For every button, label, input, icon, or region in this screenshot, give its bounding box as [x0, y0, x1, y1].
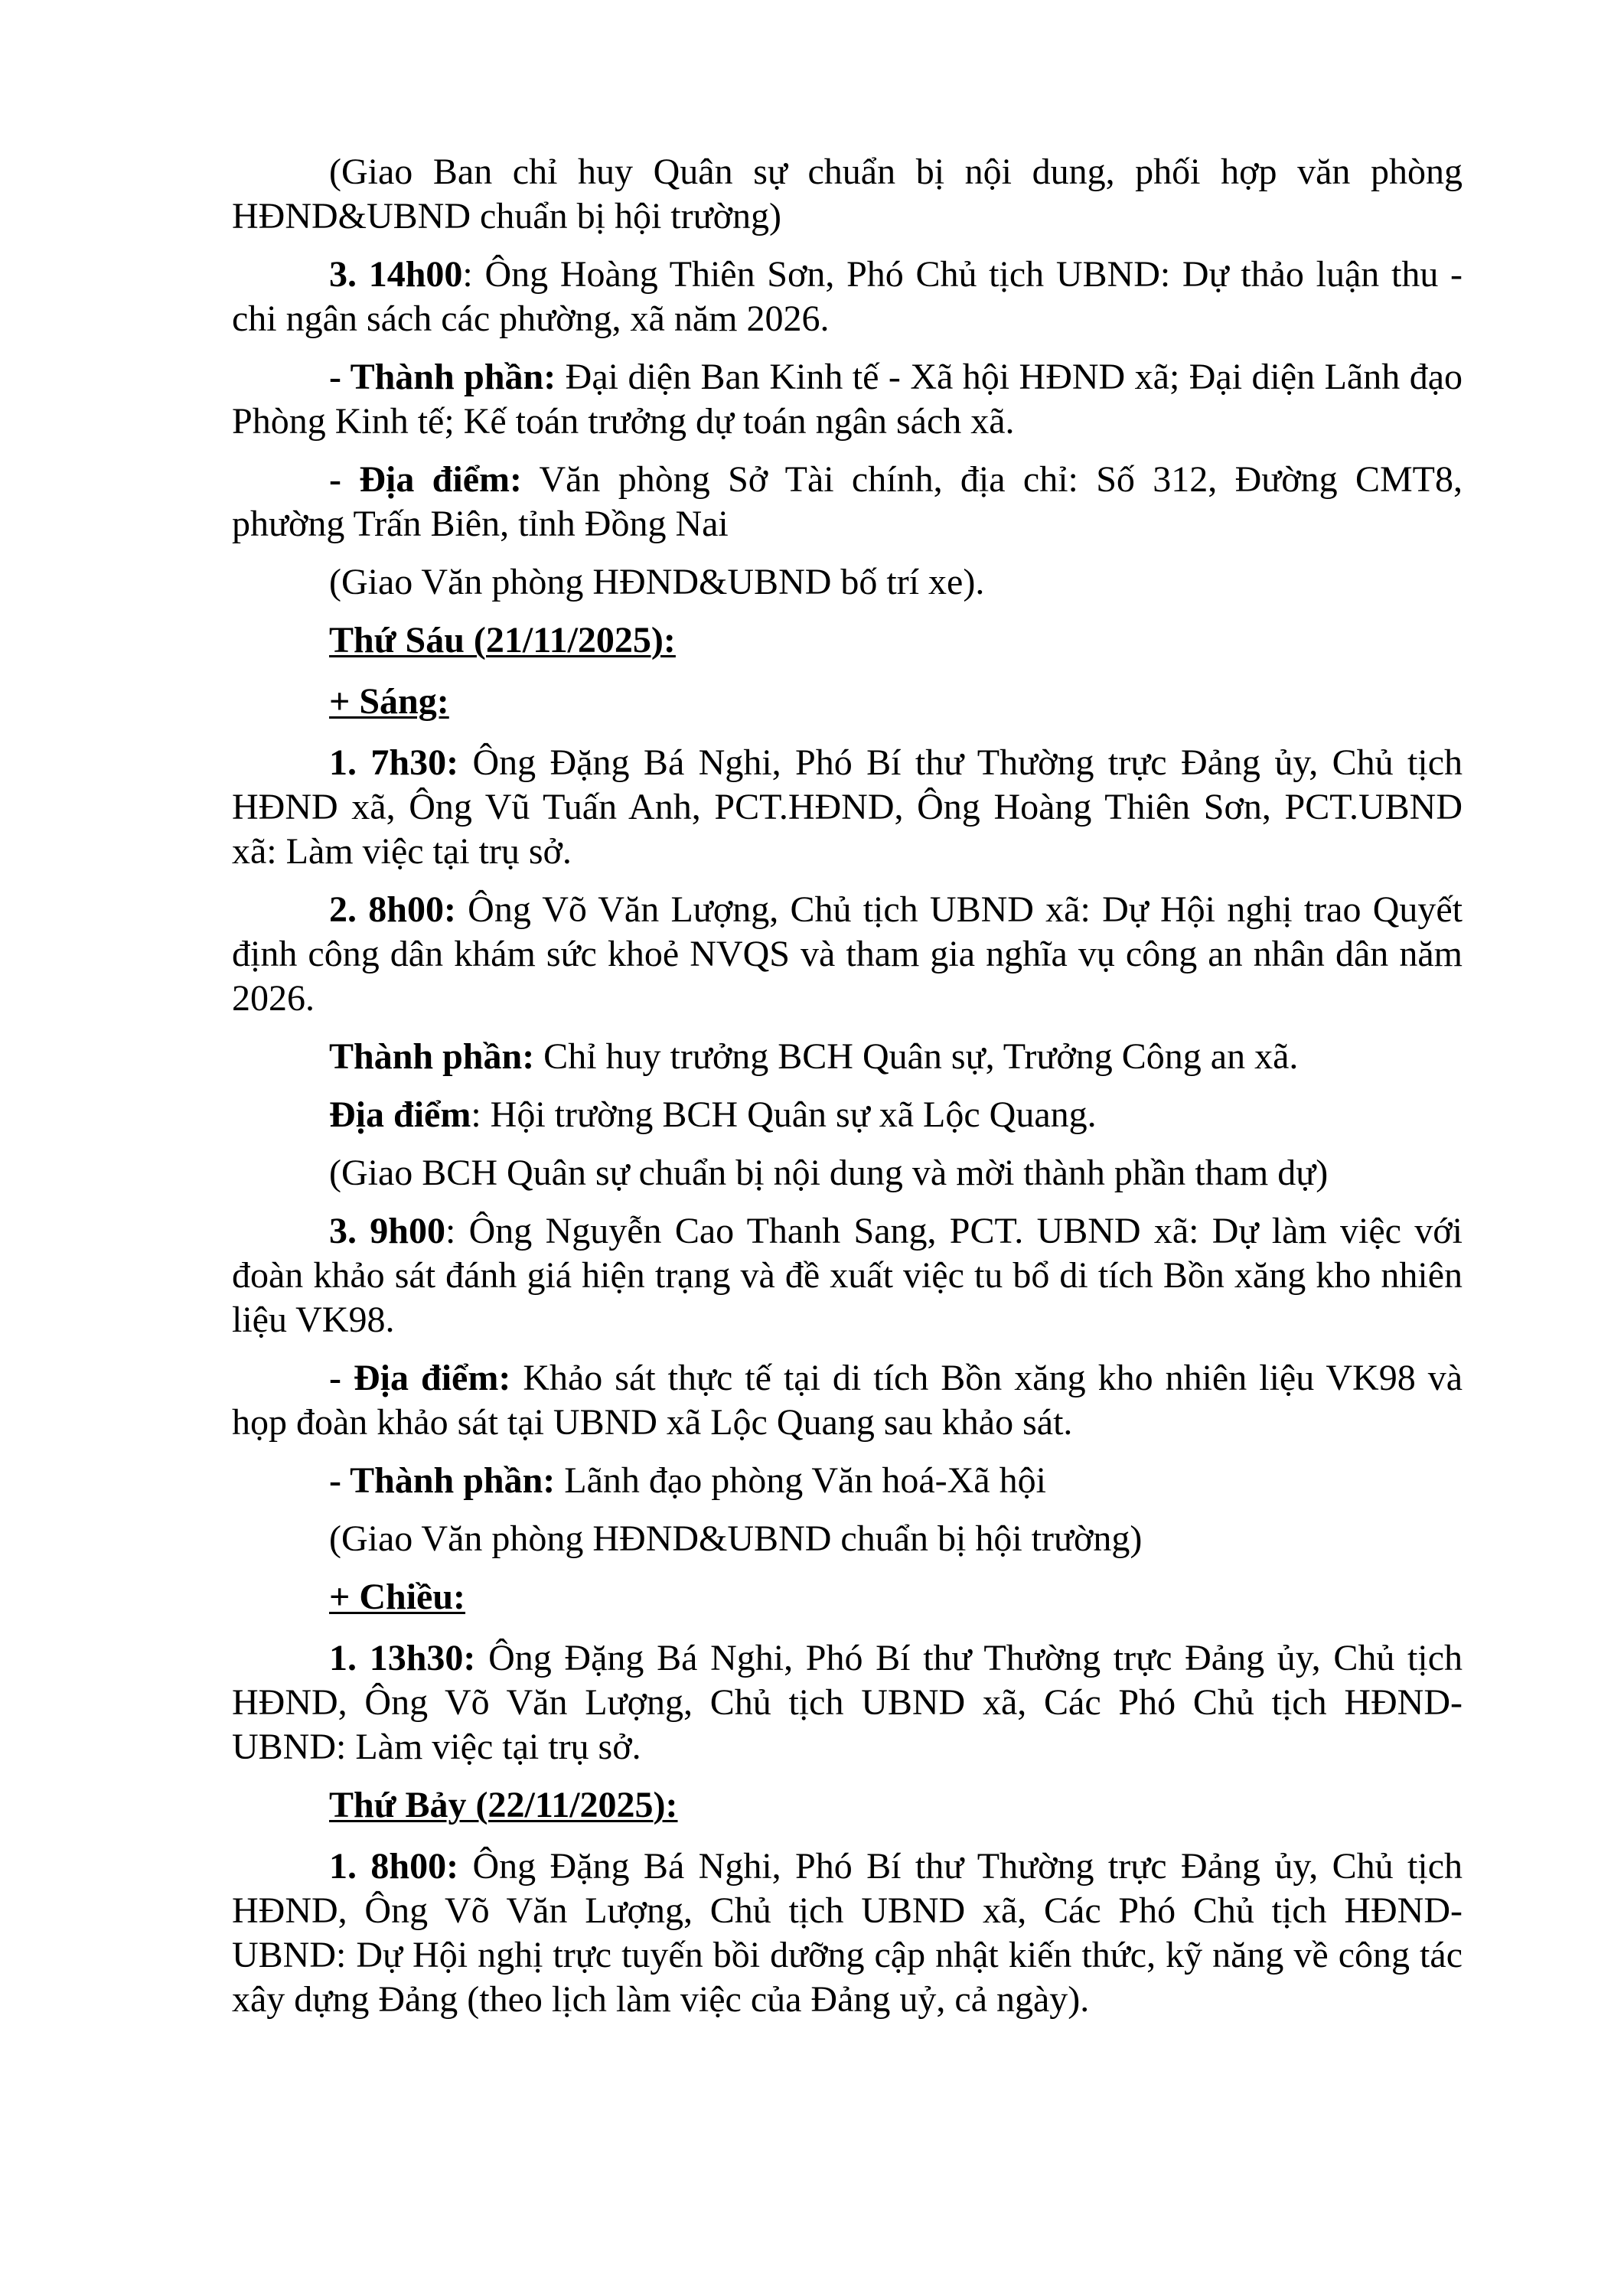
agenda-item-1330: 1. 13h30: Ông Đặng Bá Nghi, Phó Bí thư Thường trực Đảng ủy, Chủ tịch HĐND, Ông Võ Văn Lượng, Chủ tịch UBND xã, Các Phó Chủ tịch HĐND-UBND: Làm việc tại trụ sở.: [232, 1638, 1463, 1767]
participants-label: - Thành phần:: [329, 1460, 556, 1501]
item-time-label: 1. 8h00:: [329, 1846, 459, 1887]
participants-label: Thành phần:: [329, 1036, 535, 1077]
agenda-item-1400: 3. 14h00: Ông Hoàng Thiên Sơn, Phó Chủ tịch UBND: Dự thảo luận thu - chi ngân sách các phường, xã năm 2026.: [232, 254, 1463, 339]
location-line: Địa điểm: Hội trường BCH Quân sự xã Lộc Quang.: [329, 1094, 1097, 1135]
location-label: - Địa điểm:: [329, 1358, 511, 1398]
day-heading-saturday: Thứ Bảy (22/11/2025):: [329, 1785, 678, 1825]
item-time-label: 2. 8h00:: [329, 889, 456, 930]
item-time-label: 1. 13h30:: [329, 1638, 476, 1678]
agenda-item-0900: 3. 9h00: Ông Nguyễn Cao Thanh Sang, PCT. UBND xã: Dự làm việc với đoàn khảo sát đánh giá hiện trạng và đề xuất việc tu bổ di tích Bồn xăng kho nhiên liệu VK98.: [232, 1211, 1463, 1340]
participants-label: - Thành phần:: [329, 357, 556, 397]
location-label: Địa điểm: [329, 1094, 471, 1135]
paragraph-note-military-invite: (Giao BCH Quân sự chuẩn bị nội dung và mời thành phần tham dự): [329, 1153, 1329, 1193]
agenda-item-0800: 2. 8h00: Ông Võ Văn Lượng, Chủ tịch UBND xã: Dự Hội nghị trao Quyết định công dân khám sức khoẻ NVQS và tham gia nghĩa vụ công an nhân dân năm 2026.: [232, 889, 1463, 1019]
session-heading-afternoon: + Chiều:: [329, 1577, 466, 1617]
item-time-label: 3. 14h00: [329, 254, 463, 295]
paragraph-note-hall: (Giao Văn phòng HĐND&UBND chuẩn bị hội trường): [329, 1518, 1143, 1559]
participants-line: - Thành phần: Đại diện Ban Kinh tế - Xã hội HĐND xã; Đại diện Lãnh đạo Phòng Kinh tế; Kế toán trưởng dự toán ngân sách xã.: [232, 357, 1463, 442]
session-heading-morning: + Sáng:: [329, 681, 449, 722]
paragraph-note-vehicle: (Giao Văn phòng HĐND&UBND bố trí xe).: [329, 562, 985, 602]
item-time-label: 3. 9h00: [329, 1211, 445, 1251]
participants-line: - Thành phần: Lãnh đạo phòng Văn hoá-Xã hội: [329, 1460, 1046, 1501]
location-label: - Địa điểm:: [329, 459, 522, 500]
paragraph-note-military: (Giao Ban chỉ huy Quân sự chuẩn bị nội dung, phối hợp văn phòng HĐND&UBND chuẩn bị hội trường): [232, 152, 1463, 236]
day-heading-friday: Thứ Sáu (21/11/2025):: [329, 620, 676, 660]
location-line: - Địa điểm: Khảo sát thực tế tại di tích Bồn xăng kho nhiên liệu VK98 và họp đoàn khảo sát tại UBND xã Lộc Quang sau khảo sát.: [232, 1358, 1463, 1443]
agenda-item-0730: 1. 7h30: Ông Đặng Bá Nghi, Phó Bí thư Thường trực Đảng ủy, Chủ tịch HĐND xã, Ông Vũ Tuấn Anh, PCT.HĐND, Ông Hoàng Thiên Sơn, PCT.UBND xã: Làm việc tại trụ sở.: [232, 742, 1463, 872]
document-page: [232, 150, 1463, 2022]
agenda-item-0800-saturday: 1. 8h00: Ông Đặng Bá Nghi, Phó Bí thư Thường trực Đảng ủy, Chủ tịch HĐND, Ông Võ Văn Lượng, Chủ tịch UBND xã, Các Phó Chủ tịch HĐND-UBND: Dự Hội nghị trực tuyến bồi dưỡng cập nhật kiến thức, kỹ năng về công tác xây dựng Đảng (theo lịch làm việc của Đảng uỷ, cả ngày).: [232, 1846, 1463, 2020]
participants-line: Thành phần: Chỉ huy trưởng BCH Quân sự, Trưởng Công an xã.: [329, 1036, 1299, 1077]
location-line: - Địa điểm: Văn phòng Sở Tài chính, địa chỉ: Số 312, Đường CMT8, phường Trấn Biên, tỉnh Đồng Nai: [232, 459, 1463, 544]
item-time-label: 1. 7h30:: [329, 742, 459, 783]
